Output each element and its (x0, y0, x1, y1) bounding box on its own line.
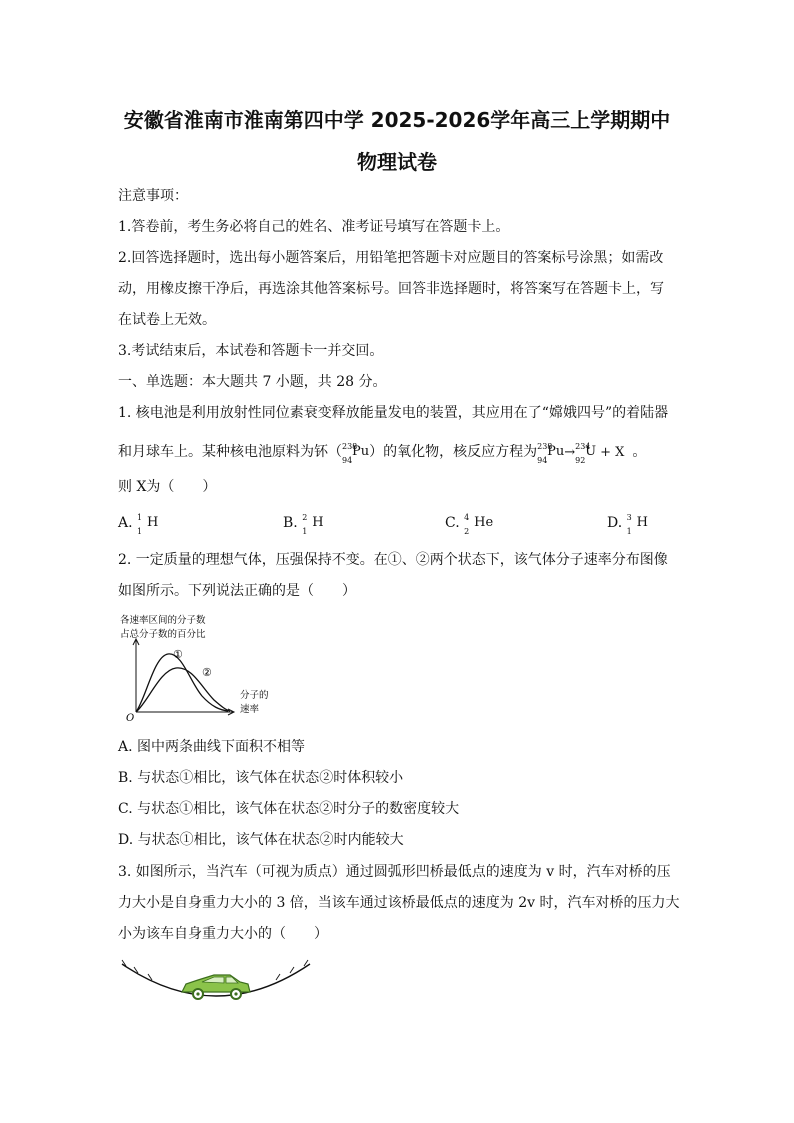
curve-state-2 (136, 668, 230, 712)
q2-line-1: 2. 一定质量的理想气体，压强保持不变。在①、②两个状态下，该气体分子速率分布图像 (118, 552, 668, 568)
q1-line-2-text-b: ）的氧化物，核反应方程为 (369, 444, 538, 460)
option-letter: D. (607, 515, 623, 531)
pu-mass-number: 238 (342, 442, 358, 451)
option-d-nuclide: 3 1 H (626, 513, 648, 536)
notice-heading: 注意事项： (118, 188, 188, 204)
eq-lhs-charge: 94 (537, 456, 548, 465)
eq-plus-x: + X (600, 445, 625, 460)
notice-item-2c: 在试卷上无效。 (118, 312, 216, 328)
notice-item-3: 3.考试结束后，本试卷和答题卡一并交回。 (118, 343, 384, 359)
chart-ylabel-line1: 各速率区间的分子数 (120, 615, 206, 626)
q2-line-2: 如图所示。下列说法正确的是（ ） (118, 583, 356, 599)
chart-xlabel-line1: 分子的 (240, 690, 269, 701)
option-letter: A. (118, 515, 133, 531)
q3-line-2: 力大小是自身重力大小的 3 倍，当该车通过该桥最低点的速度为 2v 时，汽车对桥的压力大 (118, 895, 680, 911)
eq-lhs-symbol: Pu (547, 444, 565, 459)
eq-rhs-mass: 234 (575, 442, 591, 451)
q1-option-b[interactable] (283, 512, 324, 534)
q2-option-c[interactable]: C. 与状态①相比，该气体在状态②时分子的数密度较大 (118, 801, 460, 817)
q2-option-d[interactable]: D. 与状态①相比，该气体在状态②时内能较大 (118, 832, 404, 848)
q1-option-d[interactable] (607, 512, 648, 534)
option-c-nuclide: 4 2 He (464, 513, 494, 536)
chart-ylabel-line2: 占总分子数的百分比 (120, 629, 206, 640)
q1-line-2 (118, 441, 646, 463)
q2-option-a[interactable]: A. 图中两条曲线下面积不相等 (118, 739, 306, 755)
chart-origin-label: O (126, 713, 135, 724)
curve-state-1 (136, 654, 228, 712)
curve-label-2: ② (202, 666, 212, 679)
option-letter: C. (445, 515, 460, 531)
q1-line-3: 则 X为（ ） (118, 479, 217, 495)
section-heading: 一、单选题：本大题共 7 小题，共 28 分。 (118, 374, 387, 390)
speed-distribution-chart (116, 612, 286, 724)
eq-lhs-mass: 238 (537, 442, 553, 451)
eq-rhs-symbol: U (585, 444, 597, 459)
eq-lhs-nuclide (537, 441, 564, 463)
notice-item-2a: 2.回答选择题时，选出每小题答案后，用铅笔把答题卡对应题目的答案标号涂黑；如需改 (118, 250, 664, 266)
eq-rhs-nuclide (575, 441, 596, 463)
option-letter: B. (283, 515, 298, 531)
pu-charge-number: 94 (342, 456, 353, 465)
exam-title-line1: 安徽省淮南市淮南第四中学 2025-2026学年高三上学期期中 (123, 108, 671, 132)
q3-line-3: 小为该车自身重力大小的（ ） (118, 926, 328, 942)
q1-option-c[interactable] (445, 512, 493, 534)
option-a-nuclide: 1 1 H (137, 513, 159, 536)
eq-arrow: → (564, 445, 576, 460)
notice-item-1: 1.答卷前，考生务必将自己的姓名、准考证号填写在答题卡上。 (118, 219, 510, 235)
pu-nuclide (342, 441, 369, 463)
q3-line-1: 3. 如图所示，当汽车（可视为质点）通过圆弧形凹桥最低点的速度为 v 时，汽车对桥的压 (118, 864, 671, 880)
eq-rhs-charge: 92 (575, 456, 586, 465)
pu-symbol: Pu (352, 444, 370, 459)
q2-option-b[interactable]: B. 与状态①相比，该气体在状态②时体积较小 (118, 770, 404, 786)
q1-option-a[interactable] (118, 512, 158, 534)
option-b-nuclide: 2 1 H (302, 513, 324, 536)
exam-title-line2: 物理试卷 (357, 150, 437, 174)
concave-bridge-figure (116, 956, 316, 1006)
chart-xlabel-line2: 速率 (240, 704, 260, 715)
curve-label-1: ① (173, 648, 183, 661)
q1-line-2-text-a: 和月球车上。某种核电池原料为钚（ (118, 444, 342, 460)
notice-item-2b: 动，用橡皮擦干净后，再选涂其他答案标号。回答非选择题时，将答案写在答题卡上，写 (118, 281, 664, 297)
q1-line-1: 1. 核电池是利用放射性同位素衰变释放能量发电的装置，其应用在了“嫦娥四号”的着陆器 (118, 405, 669, 421)
q1-line-2-end: 。 (632, 444, 647, 460)
